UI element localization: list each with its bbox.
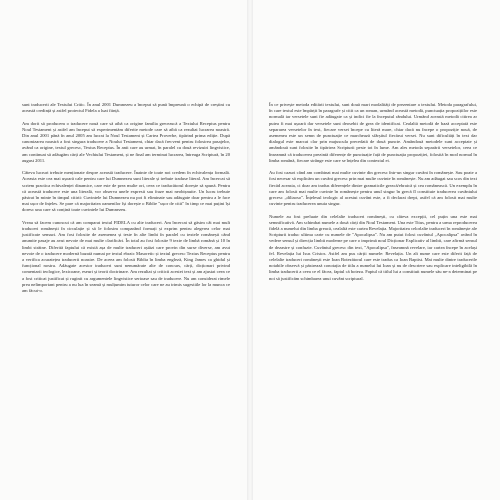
- right-paragraph-2: Au fost cazuri când am combinat mai multe cuvinte din grecesc într-un singur cuvânt în românește. Sau poate a fost necesar să explicăm un cuvânt grecesc prin mai multe cuvinte în românește. Nu am adăugat sau scos din text fiecăd aceasta, ci doar am tradus diferențele dintre gramaticile greacă/ebraică și cea românească. Un exemplu în care am folosit mai multe cuvinte în românește pentru unul singur în grecă îl constituie traducerea cuvântului grecesc „diliaoso". Înțelesul teologic al acestui cuvânt este, a fi declarat drept, astfel că am folosit mai multe cuvinte pentru traducerea unuia singur.: [269, 170, 477, 207]
- book-gutter: [247, 0, 253, 500]
- right-paragraph-1: În ce privește metoda editării textului, sunt două mari modalități de prezentare a textului. Metoda paragrafului, în care textul este împărțit în paragrafe și citit ca un roman, urmând această metodă, punctuația propozițiilor este normală iar versetele sunt fie adăugate ca și indici fie la începutul rândului. Urmând această metodă citirea ar putea fi mai ușoară dar versetele sunt deosebit de grea de identificat. Cealaltă metodă de bază acceptată este separarea versetelor în text, fiecare verset începe cu literă mare, chiar dacă nu începe o propoziție nouă, de asemenea este un semn de punctuație ce marchează sfârșitul fiecărui verset. Nu sunt dificultăți în text dar dialogul este marcat clar prin majuscula precedată de două puncte. Amândouă metodele sunt acceptate și amândouă sunt folosite în tipărirea Scripturii peste tot în lume. Am ales metoda separării versetelor, ceea ce înseamnă că traducerea prezintă diferențe de punctuație față de punctuația propoziției, folosită în mod normal în limba română, fiecare strânge este care se înțelea din contextul ei.: [269, 102, 477, 163]
- left-paragraph-3: Câteva lucruri trebuie menționate despre această traducere. Înainte de toate noi credem în echivalența formală. Aceasta este cea mai ușoară cale pentru care lui Dumnezeu sunt literale și trebuie traduse literal. Am încercat să scriem practica echivalenței dinamice, care este de prea multe ori, ceea ce traducătorul dorește să spună. Pentru că această traducere este una literală, vor observa unele expresii sau fraze mai neobișnuite. Un lucru trebuie păstrat în minte în timpul citirii: Cuvintele lui Dumnezeu nu pot fi eliminate sau adăugate doar pentru a le face mai ușor de înțeles. Se pare că majoritatea oamenilor își dorește o Biblie "ușor de citit" în timp ce mai puțini își doresc una care să conțină toate cuvintele lui Dumnezeu.: [22, 170, 230, 213]
- left-page: [22, 102, 230, 300]
- right-page: [269, 102, 477, 288]
- left-paragraph-2: Am dorit să producem o traducere nouă care să aibă ca origine familia grecească a Textului Receptus pentru Noul Testament și astfel am început să experimentăm diferite metode care să aibă ca rezultat lucrarea noastră. Din anul 2001 până în anul 2005 am lucrat la Noul Testament și Cartea Proverbe, tipărind prima ediție. După canonizarea noastră a fost singura traducere a Noului Testament, chiar dacă frecvent pentru folosirea pasajelor, având ca origine, textul grecesc, Textus Receptus. În anii care au urmat, în paralel cu două revizuiri lingvistice, am continuat să adăugăm cărți ale Vechiului Testament, și ne final am terminat lucrarea, întreaga Scriptură, în 20 august 2011.: [22, 120, 230, 163]
- right-paragraph-3: Numele au fost preluate din celelalte traduceri românești, cu câteva excepții, cel puțin una este mai semnificativă. Am schimbat numele a două cărți din Noul Testament. Una este Titus, pentru a urma reproducerea fidelă a numelui din limba greacă, cealaltă este cartea Revelația. Majoritatea celorlalte traduceri în românește ale Scripturii traduc ultima carte cu numele de "Apocalipsa". Nu am putut folosi cuvântul „Apocalipsa" având în vedere sensul și direcția limbii moderne pe care o imprimă noul Dicționar Explicativ al limbii, care afirmă sensul de dezastre și confuzie. Cuvântul grecesc din text, "Apocalipsa", înseamnă revelare, iar cartea începe în același fel. Revelația lui Isus Cristos. Astfel am pus cărții numele: Revelația. Un alt nume care este diferit față de celelalte traduceri românești este Ioan Botezătorul care este tradus ca Ioan Baptist. Mai multe dintre traducerile notabile observă și păstrează conotația de titlu a numelui lui Ioan și nu de descriere sau explicare inteligibilă în limba traducerii a ceea ce el făcea, faptul că boteza. Faptul că titlul lui a constituit numele său ne-a determinat pe noi să justificăm schimbarea unui cuvânt scriptural.: [269, 213, 477, 281]
- left-paragraph-4: Vreau să facem cunoscut că am comparat textul FIDELA cu alte traduceri. Am încercat să găsim cât mai mult traduceri românești în circulație și să le folosim comparând formați și exprim pentru alegerea celor mai justificate sensuri. Am fost folosite de asemenea și teste în alte limbi în paralel cu textele românești când anumite pasaje au avut nevoie de mai multe clarificări. În total au fost folosite 9 texte de limbă română și 10 în limbi străine. Diferită faptului că există așa de multe traduceri aștăzi care provin din surse diverse, am avut nevoie de o traducere modernă bazată numai pe textul ebraic Masoretic și textul grecesc Textus Receptus pentru a verifica acuratețea traducerii noastre. De aceea am folosit Biblia în limba engleză, King James ca ghidul și funcțional nostru. Adăugate acestor traduceri sunt nenumărate alte de concurs, cărți, dicționari privind comentarii teologice, lexicoane, eseuri și teorii doctrinare. Am rezultat și criticii acestei text și am ajustat ceea ce a fost criticat justificat și ruginit cu argumentele lingvistice serioase sau de traducere. Nu am considerat rimele prea nelimportant pentru a nu lua în seamă și mulțumim tuturor celor care ne au trimis sugestiile lor la munca ce am făcut-o.: [22, 219, 230, 294]
- left-paragraph-1: sunt traducerii ale Textului Critic. În anul 2001 Dumnezeu a început să pună împreună o echipă de creștini cu această credință și astfel proiectul Fidela a luat ființă.: [22, 102, 230, 114]
